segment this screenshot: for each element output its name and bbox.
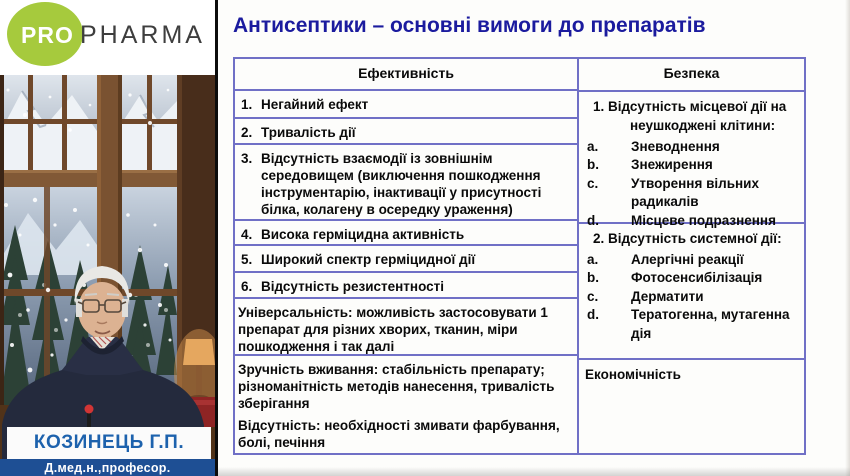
item-marker: b. (587, 157, 599, 173)
list-item (585, 288, 798, 307)
presenter-video-scene (0, 75, 215, 476)
logo-pharma-text: PHARMA (80, 21, 205, 49)
list-item (585, 156, 798, 175)
row-text: Зручність вживання: стабільність препарату; різноманітність методів нанесення, тривалість зберігання (238, 361, 555, 411)
item-text: Дерматити (631, 288, 704, 304)
table-cell (235, 91, 577, 119)
table-cell (579, 360, 804, 453)
presenter-name: КОЗИНЕЦЬ Г.П. (7, 427, 211, 459)
section-heading: 2. Відсутність системної дії: (593, 230, 782, 246)
slide-panel (218, 0, 850, 476)
section-heading: Економічність (585, 367, 681, 383)
column-header-effectiveness: Ефективність (235, 59, 577, 91)
presenter-panel (0, 0, 215, 476)
row-text: Тривалість дії (261, 125, 356, 141)
table-cell (235, 273, 577, 299)
item-marker: c. (587, 288, 599, 304)
table-cell (235, 221, 577, 246)
item-marker: a. (587, 251, 599, 267)
item-text: Зневоднення (631, 138, 720, 154)
list-item (585, 269, 798, 288)
table-cell (235, 119, 577, 145)
row-number: 1. (241, 97, 253, 113)
row-text: Висока герміцидна активність (261, 227, 465, 243)
logo-pro-text: PRO (21, 22, 74, 48)
list-item (585, 251, 798, 270)
item-text: Тератогенна, мутагенна дія (631, 307, 790, 341)
table-cell (235, 356, 577, 453)
item-marker: b. (587, 270, 599, 286)
item-text: Місцеве подразнення (631, 212, 776, 228)
table-cell (579, 224, 804, 361)
item-text: Фотосенсибілізація (631, 270, 763, 286)
row-text: Відсутність: необхідності змивати фарбування, болі, печіння (238, 417, 560, 450)
row-text: Універсальність: можливість застосовувати 1 препарат для різних хворих, тканин, міри пошкодження і так далі (238, 304, 548, 354)
table-cell (235, 145, 577, 222)
item-marker: d. (587, 307, 599, 323)
item-marker: a. (587, 138, 599, 154)
item-text: Утворення вільних радикалів (631, 175, 759, 210)
item-marker: c. (587, 175, 599, 191)
column-header-safety: Безпека (579, 59, 804, 92)
item-text: Алергічні реакції (631, 251, 744, 267)
section-heading: 1. Відсутність місцевої дії на неушкоджені клітини: (593, 98, 787, 133)
list-item (585, 175, 798, 212)
row-text: Широкий спектр герміцидної дії (261, 251, 476, 267)
row-number: 5. (241, 251, 253, 267)
list-item (585, 138, 798, 157)
row-text: Негайний ефект (261, 97, 369, 113)
safety-column (579, 59, 804, 453)
row-text: Відсутність резистентності (261, 279, 445, 295)
row-number: 4. (241, 227, 253, 243)
table-cell (235, 246, 577, 274)
presenter-title: Д.мед.н.,професор. (0, 459, 215, 476)
row-text: Відсутність взаємодії із зовнішнім середовищем (виключення пошкодження інструментарію, інактивації у присутності білка, колагену в осередку ураження) (261, 150, 542, 217)
effectiveness-column (235, 59, 579, 453)
requirements-table (233, 57, 806, 455)
table-cell (235, 299, 577, 356)
item-text: Знежирення (631, 157, 713, 173)
slide-title: Антисептики – основні вимоги до препаратів (233, 14, 706, 37)
table-cell (579, 92, 804, 228)
row-number: 6. (241, 279, 253, 295)
list-item (585, 306, 798, 343)
item-marker: d. (587, 212, 599, 228)
row-number: 3. (241, 150, 253, 166)
propharma-logo (0, 0, 215, 75)
row-number: 2. (241, 125, 253, 141)
